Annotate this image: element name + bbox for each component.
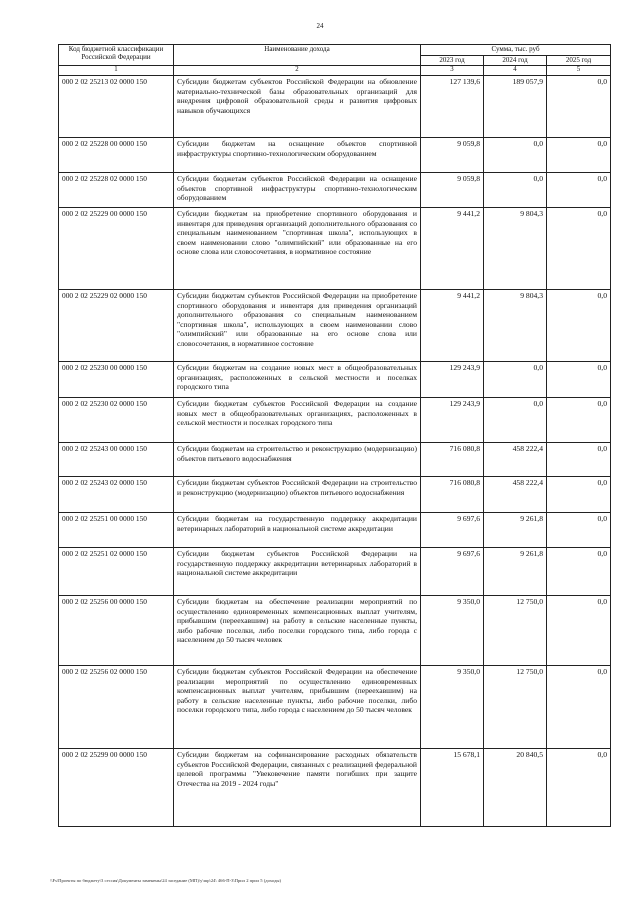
amount-2024: 9 261,8 [484, 513, 547, 548]
revenue-name: Субсидии бюджетам субъектов Российской Федерации на оснащение объектов спортивной инфраструктуры спортивно-технологическим оборудованием [174, 173, 421, 208]
header-year-2024: 2024 год [484, 55, 547, 66]
amount-2024: 20 840,5 [484, 749, 547, 827]
amount-2023: 15 678,1 [421, 749, 484, 827]
amount-2025: 0,0 [547, 173, 611, 208]
table-row [59, 666, 611, 749]
amount-2023: 9 350,0 [421, 596, 484, 666]
amount-2024: 9 804,3 [484, 208, 547, 290]
budget-code: 000 2 02 25256 02 0000 150 [59, 666, 174, 749]
budget-code: 000 2 02 25228 00 0000 150 [59, 138, 174, 173]
budget-code: 000 2 02 25243 02 0000 150 [59, 477, 174, 513]
column-number: 2 [174, 66, 421, 76]
table-row [59, 290, 611, 362]
amount-2025: 0,0 [547, 548, 611, 596]
amount-2023: 127 139,6 [421, 76, 484, 138]
revenue-name: Субсидии бюджетам на софинансирование расходных обязательств субъектов Российской Федерации, связанных с реализацией федеральной целевой программы "Увековечение памяти погибших при защите Отечества на 2019 - 2024 годы" [174, 749, 421, 827]
revenue-name: Субсидии бюджетам субъектов Российской Федерации на приобретение спортивного оборудования и инвентаря для приведения организаций дополнительного образования со специальным наименованием "спортивная школа", использующих в своем наименовании слово "олимпийский" или образованные на его основе слова или словосочетания, в нормативное состояние [174, 290, 421, 362]
revenue-name: Субсидии бюджетам на государственную поддержку аккредитации ветеринарных лабораторий в национальной системе аккредитации [174, 513, 421, 548]
budget-code: 000 2 02 25229 02 0000 150 [59, 290, 174, 362]
column-number: 1 [59, 66, 174, 76]
amount-2024: 12 750,0 [484, 666, 547, 749]
amount-2023: 9 441,2 [421, 208, 484, 290]
revenue-name: Субсидии бюджетам субъектов Российской Федерации на обеспечение реализации мероприятий по осуществлению единовременных компенсационных выплат учителям, прибывшим (переехавшим) на работу в сельские населенные пункты, либо рабочие поселки, либо поселки городского типа, либо города с населением до 50 тысяч человек [174, 666, 421, 749]
amount-2024: 0,0 [484, 173, 547, 208]
revenue-name: Субсидии бюджетам на приобретение спортивного оборудования и инвентаря для приведения организаций дополнительного образования со специальным наименованием "спортивная школа", использующих в своем наименовании слово "олимпийский" или образованные на его основе слова или словосочетания, в нормативное состояние [174, 208, 421, 290]
header-year-2025: 2025 год [547, 55, 611, 66]
budget-code: 000 2 02 25228 02 0000 150 [59, 173, 174, 208]
amount-2023: 716 080,8 [421, 443, 484, 477]
table-row [59, 513, 611, 548]
amount-2023: 9 441,2 [421, 290, 484, 362]
header-code: Код бюджетной классификации Российской Федерации [59, 45, 174, 66]
amount-2024: 12 750,0 [484, 596, 547, 666]
table-row [59, 76, 611, 138]
revenue-name: Субсидии бюджетам субъектов Российской Федерации на государственную поддержку аккредитации ветеринарных лабораторий в национальной системе аккредитации [174, 548, 421, 596]
revenue-name: Субсидии бюджетам на создание новых мест в общеобразовательных организациях, расположенных в сельской местности и поселках городского типа [174, 362, 421, 398]
amount-2025: 0,0 [547, 398, 611, 443]
amount-2024: 189 057,9 [484, 76, 547, 138]
table-row [59, 596, 611, 666]
amount-2025: 0,0 [547, 443, 611, 477]
table-row [59, 548, 611, 596]
amount-2024: 9 804,3 [484, 290, 547, 362]
amount-2025: 0,0 [547, 666, 611, 749]
amount-2025: 0,0 [547, 362, 611, 398]
amount-2023: 9 059,8 [421, 173, 484, 208]
amount-2025: 0,0 [547, 76, 611, 138]
revenue-name: Субсидии бюджетам субъектов Российской Федерации на строительство и реконструкцию (модернизацию) объектов питьевого водоснабжения [174, 477, 421, 513]
header-year-2023: 2023 год [421, 55, 484, 66]
amount-2023: 9 697,6 [421, 513, 484, 548]
amount-2025: 0,0 [547, 513, 611, 548]
amount-2023: 129 243,9 [421, 398, 484, 443]
budget-code: 000 2 02 25299 00 0000 150 [59, 749, 174, 827]
budget-code: 000 2 02 25230 02 0000 150 [59, 398, 174, 443]
revenue-name: Субсидии бюджетам субъектов Российской Федерации на обновление материально-технической базы образовательных организаций для внедрения цифровой образовательной среды и развития цифровых навыков обучающихся [174, 76, 421, 138]
budget-code: 000 2 02 25251 00 0000 150 [59, 513, 174, 548]
amount-2025: 0,0 [547, 138, 611, 173]
revenue-name: Субсидии бюджетам субъектов Российской Федерации на создание новых мест в общеобразовательных организациях, расположенных в сельской местности и поселках городского типа [174, 398, 421, 443]
file-path-footer: \\Fs\Проекты по бюджету\3 сессия\Документы заменены\24 заседание (МП)\у\шр\24\ 466-П-3\Прил 2 прил 5 (доходы) [50, 878, 282, 883]
amount-2023: 129 243,9 [421, 362, 484, 398]
amount-2025: 0,0 [547, 290, 611, 362]
column-number: 5 [547, 66, 611, 76]
revenue-table [58, 44, 611, 827]
page-number: 24 [316, 22, 324, 30]
amount-2025: 0,0 [547, 208, 611, 290]
table-row [59, 398, 611, 443]
amount-2024: 458 222,4 [484, 443, 547, 477]
column-number: 4 [484, 66, 547, 76]
amount-2024: 0,0 [484, 398, 547, 443]
amount-2023: 9 059,8 [421, 138, 484, 173]
budget-code: 000 2 02 25229 00 0000 150 [59, 208, 174, 290]
revenue-name: Субсидии бюджетам на оснащение объектов спортивной инфраструктуры спортивно-технологическим оборудованием [174, 138, 421, 173]
amount-2024: 9 261,8 [484, 548, 547, 596]
table-row [59, 208, 611, 290]
revenue-name: Субсидии бюджетам на обеспечение реализации мероприятий по осуществлению единовременных компенсационных выплат учителям, прибывшим (переехавшим) на работу в сельские населенные пункты, либо рабочие поселки, либо поселки городского типа, либо города с населением до 50 тысяч человек [174, 596, 421, 666]
amount-2023: 9 697,6 [421, 548, 484, 596]
table-row [59, 138, 611, 173]
amount-2025: 0,0 [547, 477, 611, 513]
table-row [59, 749, 611, 827]
amount-2023: 9 350,0 [421, 666, 484, 749]
table-row [59, 173, 611, 208]
amount-2023: 716 080,8 [421, 477, 484, 513]
revenue-name: Субсидии бюджетам на строительство и реконструкцию (модернизацию) объектов питьевого водоснабжения [174, 443, 421, 477]
amount-2025: 0,0 [547, 749, 611, 827]
amount-2024: 0,0 [484, 362, 547, 398]
budget-code: 000 2 02 25213 02 0000 150 [59, 76, 174, 138]
budget-code: 000 2 02 25251 02 0000 150 [59, 548, 174, 596]
amount-2024: 458 222,4 [484, 477, 547, 513]
table-row [59, 362, 611, 398]
header-sum: Сумма, тыс. руб [421, 45, 611, 56]
column-number: 3 [421, 66, 484, 76]
header-name: Наименование дохода [174, 45, 421, 66]
budget-code: 000 2 02 25256 00 0000 150 [59, 596, 174, 666]
budget-code: 000 2 02 25230 00 0000 150 [59, 362, 174, 398]
table-row [59, 443, 611, 477]
budget-code: 000 2 02 25243 00 0000 150 [59, 443, 174, 477]
amount-2025: 0,0 [547, 596, 611, 666]
amount-2024: 0,0 [484, 138, 547, 173]
table-row [59, 477, 611, 513]
